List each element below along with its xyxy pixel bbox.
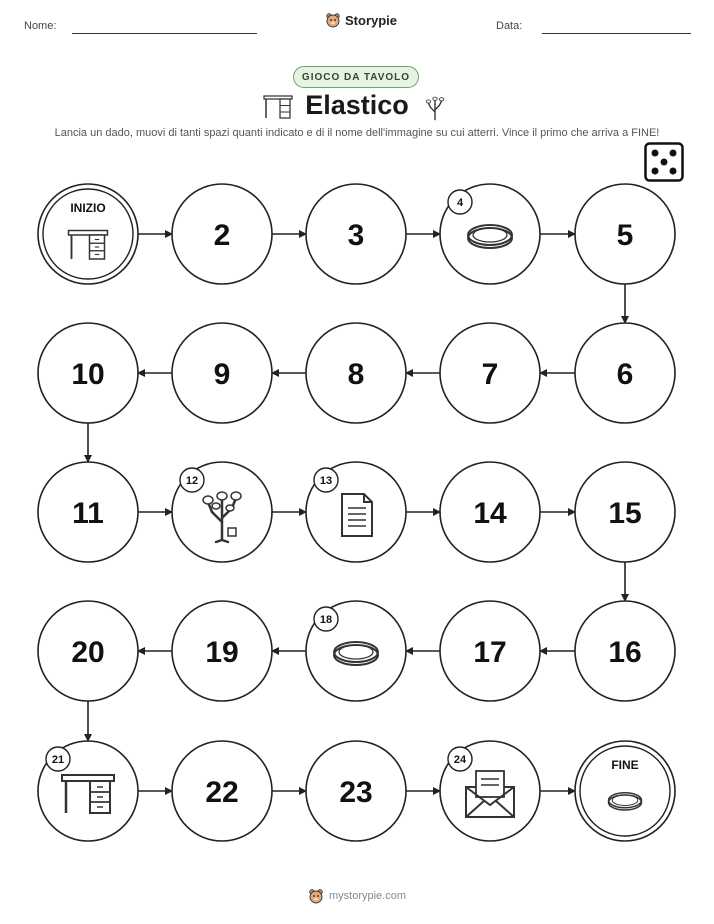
date-label: Data:	[496, 20, 523, 32]
board-space	[172, 323, 272, 423]
board-space	[38, 741, 138, 841]
space-number: 11	[72, 497, 104, 530]
instructions: Lancia un dado, muovi di tanti spazi quanti indicato e di il nome dell'immagine su cui atterri. Vince il primo che arriva a FINE!	[54, 127, 660, 139]
space-number: 14	[473, 497, 507, 530]
space-number: 22	[205, 776, 239, 809]
game-type-badge: GIOCO DA TAVOLO	[293, 66, 419, 88]
board-space	[440, 184, 540, 284]
mascot-icon	[308, 888, 324, 904]
space-number: 2	[213, 219, 231, 252]
game-title: Elastico	[305, 90, 409, 120]
space-number: 18	[319, 614, 333, 626]
space-number: 6	[616, 358, 634, 391]
board-space	[172, 741, 272, 841]
board-space	[172, 601, 272, 701]
space-number: 17	[473, 636, 507, 669]
footer	[0, 888, 714, 904]
board-space	[440, 462, 540, 562]
end-space	[575, 741, 675, 841]
board-space	[575, 184, 675, 284]
board-space	[306, 741, 406, 841]
space-number: 15	[608, 497, 642, 530]
space-number: 7	[481, 358, 499, 391]
brand-name: Storypie	[345, 12, 398, 28]
space-label: INIZIO	[70, 201, 106, 215]
name-label: Nome:	[24, 20, 57, 32]
space-number: 23	[339, 776, 373, 809]
board-space	[306, 184, 406, 284]
footer-url: mystorypie.com	[328, 890, 407, 902]
start-space	[38, 184, 138, 284]
board-space	[306, 601, 406, 701]
space-number: 4	[456, 197, 464, 209]
board-space	[172, 184, 272, 284]
space-number: 5	[616, 219, 634, 252]
space-number: 19	[205, 636, 239, 669]
document-icon	[342, 494, 372, 536]
board-space	[575, 601, 675, 701]
space-number: 16	[608, 636, 642, 669]
board-space	[306, 323, 406, 423]
space-number: 9	[213, 358, 231, 391]
space-number: 20	[71, 636, 105, 669]
space-number: 10	[71, 358, 105, 391]
board-space	[440, 601, 540, 701]
board-space	[440, 741, 540, 841]
space-number: 12	[185, 475, 199, 487]
board-space	[440, 323, 540, 423]
space-number: 8	[347, 358, 365, 391]
board-space	[38, 323, 138, 423]
space-number: 21	[51, 754, 65, 766]
board-space	[172, 462, 272, 562]
board-space	[38, 601, 138, 701]
space-number: 3	[347, 219, 365, 252]
board-space	[575, 462, 675, 562]
space-number: 13	[319, 475, 333, 487]
board-space	[38, 462, 138, 562]
space-label: FINE	[611, 758, 639, 772]
space-number: 24	[453, 754, 467, 766]
board-space	[306, 462, 406, 562]
board-space	[575, 323, 675, 423]
